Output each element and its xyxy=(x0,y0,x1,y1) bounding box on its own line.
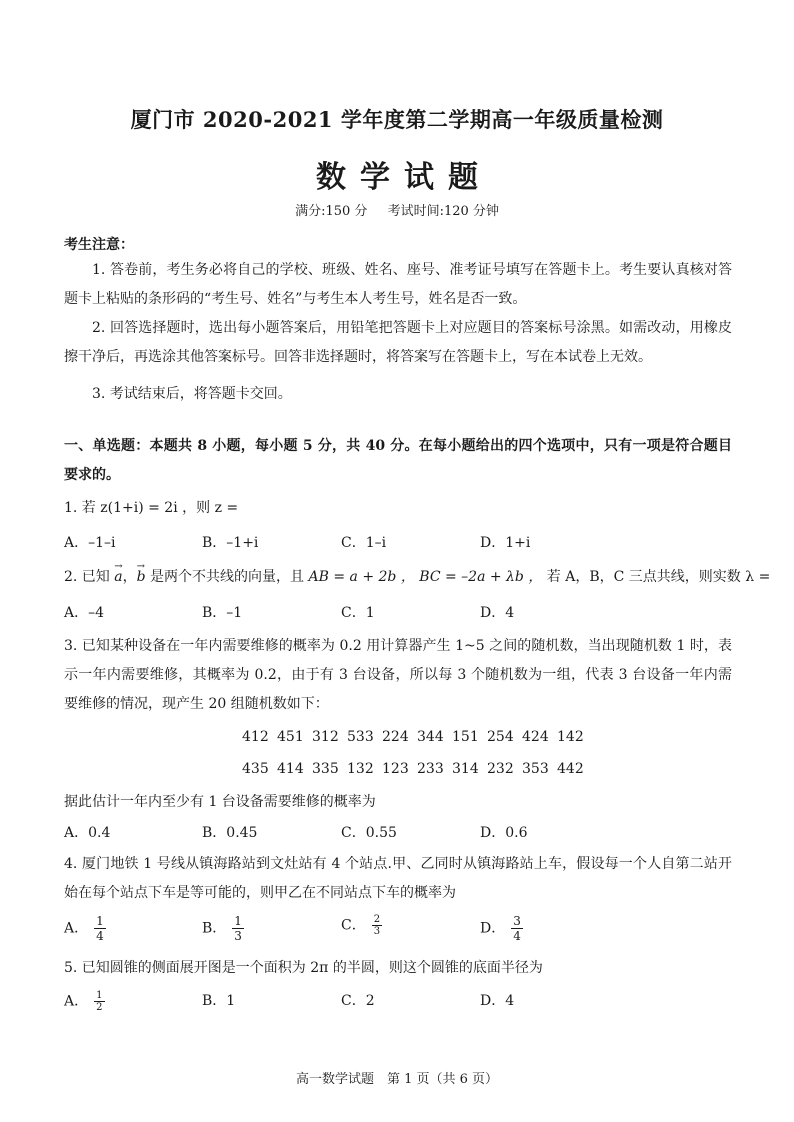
q5-option-b: B．1 xyxy=(202,993,236,1009)
denominator: 3 xyxy=(373,926,381,937)
random-number: 335 xyxy=(312,761,339,777)
question-2-stem: 2. 已知 → a，→ b 是两个不共线的向量，且 AB = a + 2b ， BC = –2a + λb ， 若 A，B，C 三点共线，则实数 λ = xyxy=(64,563,732,592)
random-number: 312 xyxy=(312,729,339,745)
random-number: 424 xyxy=(522,729,549,745)
q4-option-a-fraction xyxy=(94,914,106,943)
random-number: 142 xyxy=(557,729,584,745)
q1-option-c: C．1–i xyxy=(341,535,387,551)
q4-option-d-fraction xyxy=(511,914,523,943)
random-number: 224 xyxy=(382,729,409,745)
question-4-stem: 4. 厦门地铁 1 号线从镇海路站到文灶站有 4 个站点.甲、乙同时从镇海路站上车，假设每一个人自第二站开始在每个站点下车是等可能的，则甲乙在不同站点下车的概率为 xyxy=(64,856,732,901)
section-1-heading: 一、单选题：本题共 8 小题，每小题 5 分，共 40 分。在每小题给出的四个选项中，只有一项是符合题目要求的。 xyxy=(64,438,732,483)
notice-heading: 考生注意： xyxy=(64,237,134,253)
denominator: 4 xyxy=(513,929,521,943)
exam-title: 厦门市 2020-2021 学年度第二学期高一年级质量检测 xyxy=(130,107,664,132)
q2-stem-b: 是两个不共线的向量，且 xyxy=(150,569,305,585)
question-1-options xyxy=(64,532,732,560)
notice-item-3: 3. 考试结束后，将答题卡交回。 xyxy=(92,386,292,402)
notice-item-2: 2. 回答选择题时，选出每小题答案后，用铅笔把答题卡上对应题目的答案标号涂黑。如需改动，用橡皮擦干净后，再选涂其他答案标号。回答非选择题时，将答案写在答题卡上，写在本试卷上无效。 xyxy=(64,320,732,365)
random-number: 233 xyxy=(417,761,444,777)
exam-time: 考试时间:120 分钟 xyxy=(387,204,499,219)
random-number: 123 xyxy=(382,761,409,777)
q4-option-b-fraction xyxy=(232,914,244,943)
subject-title: 数学试题 xyxy=(316,160,492,195)
numerator: 1 xyxy=(96,914,104,928)
question-1-stem: 1. 若 z(1+i) = 2i ，则 z = xyxy=(64,500,239,516)
q4-option-a xyxy=(64,914,106,943)
q5-option-d: D．4 xyxy=(480,993,515,1009)
q2-option-d: D．4 xyxy=(480,605,515,621)
q4-option-d xyxy=(480,914,523,943)
numerator: 1 xyxy=(96,990,103,1001)
q2-bc-expr: BC = –2a + λb ， xyxy=(419,569,543,585)
question-5-options xyxy=(64,990,732,1022)
exam-meta xyxy=(0,200,794,219)
vector-a: → a xyxy=(114,563,122,592)
random-number: 132 xyxy=(347,761,374,777)
denominator: 3 xyxy=(234,929,242,943)
random-numbers-row-1 xyxy=(242,729,592,745)
q3-option-b: B．0.45 xyxy=(202,825,258,841)
q2-option-a: A．–4 xyxy=(64,605,105,621)
q5-option-c: C．2 xyxy=(341,993,375,1009)
question-5-stem: 5. 已知圆锥的侧面展开图是一个面积为 2π 的半圆，则这个圆锥的底面半径为 xyxy=(64,960,543,976)
question-2-options xyxy=(64,602,732,630)
numerator: 1 xyxy=(234,914,242,928)
q5-option-a-fraction xyxy=(94,990,104,1013)
q2-stem-a: 2. 已知 xyxy=(64,569,110,585)
notice-item-1: 1. 答卷前，考生务必将自己的学校、班级、姓名、座号、准考证号填写在答题卡上。考生要认真核对答题卡上粘贴的条形码的“考生号、姓名”与考生本人考生号，姓名是否一致。 xyxy=(64,262,732,307)
random-number: 232 xyxy=(487,761,514,777)
q5-option-a xyxy=(64,990,105,1013)
random-number: 151 xyxy=(452,729,479,745)
page-footer: 高一数学试题 第 1 页（共 6 页） xyxy=(295,1072,499,1087)
random-number: 314 xyxy=(452,761,479,777)
q2-stem-c: 若 A，B，C 三点共线，则实数 λ = xyxy=(546,569,771,585)
random-number: 344 xyxy=(417,729,444,745)
q4-option-d-label: D． xyxy=(480,920,506,937)
q2-option-b: B．–1 xyxy=(202,605,243,621)
denominator: 2 xyxy=(96,1002,103,1013)
q1-option-a: A．–1–i xyxy=(64,535,116,551)
random-numbers-row-2 xyxy=(242,761,592,777)
question-3-options xyxy=(64,822,732,850)
random-number: 353 xyxy=(522,761,549,777)
q4-option-b xyxy=(202,914,244,943)
q4-option-c-label: C． xyxy=(341,917,366,934)
question-3-ask: 据此估计一年内至少有 1 台设备需要维修的概率为 xyxy=(64,794,376,810)
full-score: 满分:150 分 xyxy=(295,204,368,219)
q4-option-b-label: B． xyxy=(202,920,227,937)
q1-option-d: D．1+i xyxy=(480,535,531,551)
random-number: 533 xyxy=(347,729,374,745)
q2-ab-expr: AB = a + 2b ， xyxy=(308,569,415,585)
random-number: 451 xyxy=(277,729,304,745)
denominator: 4 xyxy=(96,929,104,943)
q4-option-c xyxy=(341,914,382,937)
random-number: 442 xyxy=(557,761,584,777)
q4-option-c-fraction xyxy=(372,914,382,937)
question-3-stem: 3. 已知某种设备在一年内需要维修的概率为 0.2 用计算器产生 1~5 之间的随机数，当出现随机数 1 时，表示一年内需要维修，其概率为 0.2，由于有 3 台设备，所以每 3 个随机数为一组，代表 3 台设备一年内需要维修的情况，现产生 20 组随机数如下： xyxy=(64,638,732,712)
numerator: 3 xyxy=(513,914,521,928)
random-number: 435 xyxy=(242,761,269,777)
q1-option-b: B．–1+i xyxy=(202,535,259,551)
q3-option-d: D．0.6 xyxy=(480,825,528,841)
random-number: 414 xyxy=(277,761,304,777)
q5-option-a-label: A． xyxy=(64,993,89,1010)
vector-b: → b xyxy=(137,563,146,592)
question-4-options xyxy=(64,914,732,950)
numerator: 2 xyxy=(373,914,381,925)
q3-option-c: C．0.55 xyxy=(341,825,397,841)
q2-option-c: C．1 xyxy=(341,605,375,621)
random-number: 254 xyxy=(487,729,514,745)
random-number: 412 xyxy=(242,729,269,745)
q3-option-a: A．0.4 xyxy=(64,825,111,841)
q4-option-a-label: A． xyxy=(64,920,89,937)
